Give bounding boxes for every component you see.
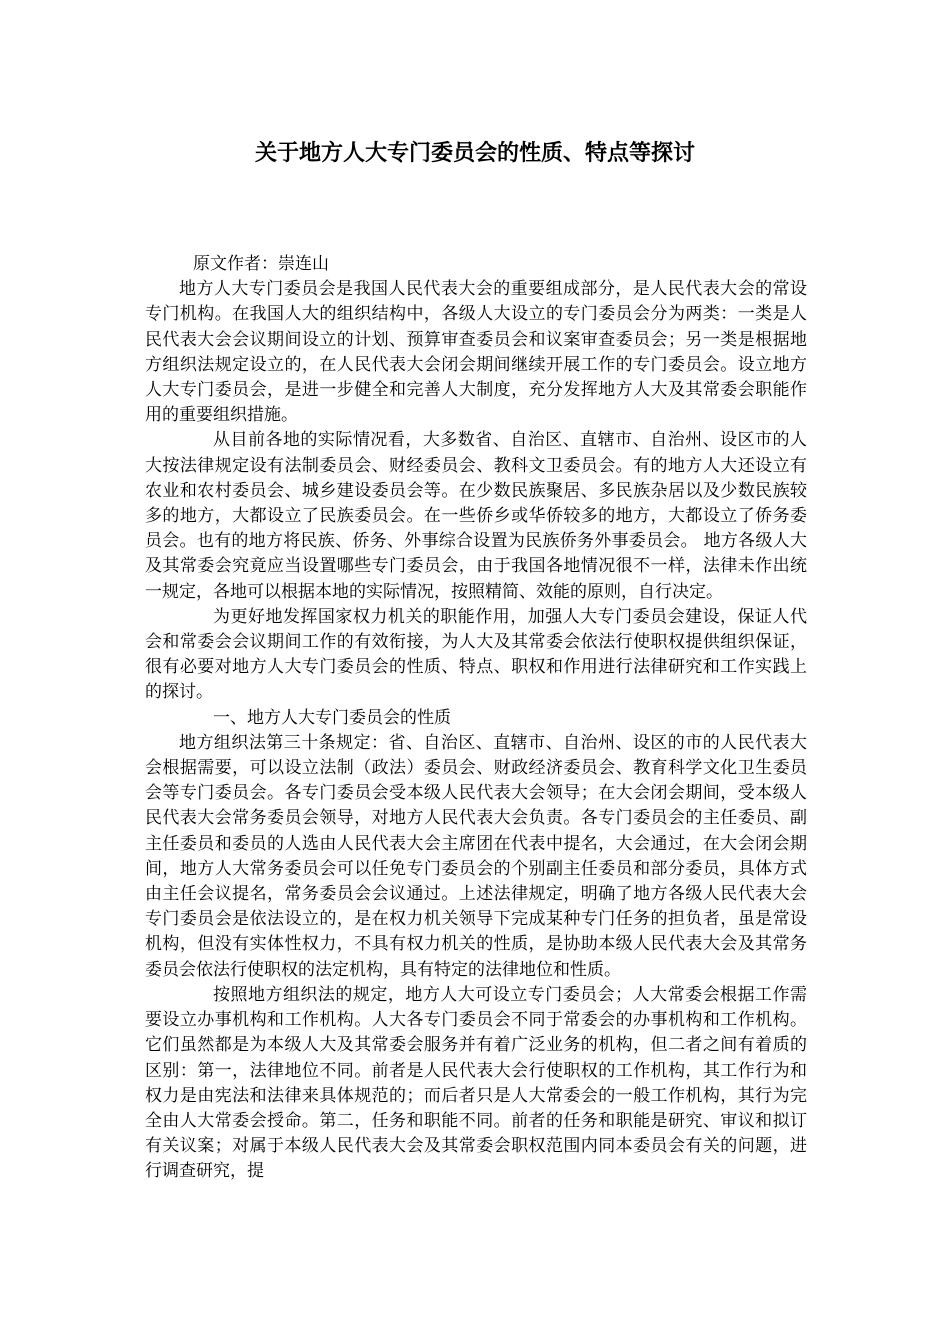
paragraph-4: 地方组织法第三十条规定：省、自治区、直辖市、自治州、设区的市的人民代表大会根据需要，可以设立法制（政法）委员会、财政经济委员会、教育科学文化卫生委员会等专门委员会。各专门委员会受本级人民代表大会领导；在大会闭会期间，受本级人民代表大会常务委员会领导，对地方人民代表大会负责。各专门委员会的主任委员、副主任委员和委员的人选由人民代表大会主席团在代表中提名，大会通过，在大会闭会期间，地方人大常务委员会可以任免专门委员会的个别副主任委员和部分委员，具体方式由主任会议提名，常务委员会会议通过。上述法律规定，明确了地方各级人民代表大会专门委员会是依法设立的，是在权力机关领导下完成某种专门任务的担负者，虽是常设机构，但没有实体性权力，不具有权力机关的性质，是协助本级人民代表大会及其常务委员会依法行使职权的法定机构，具有特定的法律地位和性质。 <box>145 732 807 980</box>
paragraph-2: 从目前各地的实际情况看，大多数省、自治区、直辖市、自治州、设区市的人大按法律规定设有法制委员会、财经委员会、教科文卫委员会。有的地方人大还设立有农业和农村委员会、城乡建设委员会等。在少数民族聚居、多民族杂居以及少数民族较多的地方，大都设立了民族委员会。在一些侨乡或华侨较多的地方，大都设立了侨务委员会。也有的地方将民族、侨务、外事综合设置为民族侨务外事委员会。 地方各级人大及其常委会究竟应当设置哪些专门委员会，由于我国各地情况很不一样，法律未作出统一规定，各地可以根据本地的实际情况，按照精简、效能的原则，自行决定。 <box>145 430 807 602</box>
document-title: 关于地方人大专门委员会的性质、特点等探讨 <box>254 140 695 166</box>
section-heading-1: 一、地方人大专门委员会的性质 <box>213 707 451 728</box>
paragraph-3: 为更好地发挥国家权力机关的职能作用，加强人大专门委员会建设，保证人代会和常委会会议期间工作的有效衔接，为人大及其常委会依法行使职权提供组织保证，很有必要对地方人大专门委员会的性质、特点、职权和作用进行法律研究和工作实践上的探讨。 <box>145 606 807 703</box>
paragraph-1: 地方人大专门委员会是我国人民代表大会的重要组成部分，是人民代表大会的常设专门机构。在我国人大的组织结构中，各级人大设立的专门委员会分为两类：一类是人民代表大会会议期间设立的计划、预算审查委员会和议案审查委员会；另一类是根据地方组织法规定设立的，在人民代表大会闭会期间继续开展工作的专门委员会。设立地方人大专门委员会，是进一步健全和完善人大制度，充分发挥地方人大及其常委会职能作用的重要组织措施。 <box>145 279 807 426</box>
document-body <box>145 252 807 1185</box>
author-line: 原文作者：崇连山 <box>193 254 329 274</box>
paragraph-5: 按照地方组织法的规定，地方人大可设立专门委员会；人大常委会根据工作需要设立办事机构和工作机构。人大各专门委员会不同于常委会的办事机构和工作机构。它们虽然都是为本级人大及其常委会服务并有着广泛业务的机构，但二者之间有着质的区别：第一，法律地位不同。前者是人民代表大会行使职权的工作机构，其工作行为和权力是由宪法和法律来具体规范的；而后者只是人大常委会的一般工作机构，其行为完全由人大常委会授命。第二，任务和职能不同。前者的任务和职能是研究、审议和拟订有关议案；对属于本级人民代表大会及其常委会职权范围内同本委员会有关的问题，进行调查研究，提 <box>145 984 807 1182</box>
